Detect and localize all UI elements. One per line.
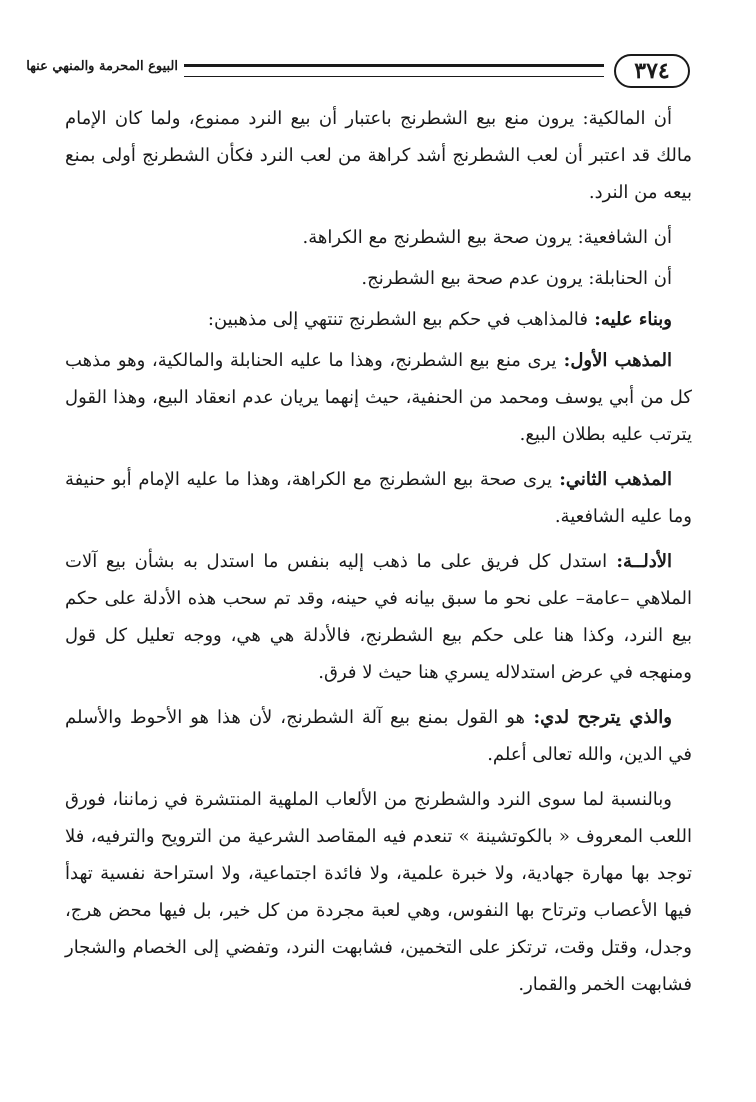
paragraph-text: أن الشافعية: يرون صحة بيع الشطرنج مع الكراهة.	[302, 227, 672, 248]
paragraph-lead: المذهب الثاني:	[552, 469, 672, 490]
page-header	[26, 48, 690, 96]
paragraph-first-view	[65, 342, 692, 453]
paragraph-lead: وبناء عليه:	[587, 309, 672, 330]
paragraph-text: أن الحنابلة: يرون عدم صحة بيع الشطرنج.	[361, 268, 672, 289]
paragraph-conclusion	[65, 301, 692, 338]
paragraph-evidence	[65, 543, 692, 691]
paragraph-lead: الأدلــة:	[607, 551, 673, 572]
paragraph-text: فالمذاهب في حكم بيع الشطرنج تنتهي إلى مذهبين:	[207, 309, 588, 330]
paragraph-text: أن المالكية: يرون منع بيع الشطرنج باعتبار أن بيع النرد ممنوع، ولما كان الإمام مالك قد اعتبر أن لعب الشطرنج أشد كراهة من لعب النرد فكأن الشطرنج أولى بمنع بيعه من النرد.	[65, 108, 692, 203]
paragraph-text: هو القول بمنع بيع آلة الشطرنج، لأن هذا هو الأحوط والأسلم في الدين، والله تعالى أعلم.	[65, 707, 692, 765]
paragraph-malikiyya	[65, 100, 692, 211]
paragraph-other-games	[65, 781, 692, 1003]
paragraph-second-view	[65, 461, 692, 535]
paragraph-preferred-view	[65, 699, 692, 773]
paragraph-text: وبالنسبة لما سوى النرد والشطرنج من الألعاب الملهية المنتشرة في زماننا، فورق اللعب المعروف « بالكوتشينة » تنعدم فيه المقاصد الشرعية من الترويح والترفيه، فلا توجد بها مهارة جهادية، ولا خبرة علمية، ولا فائدة اجتماعية، ولا استراحة نفسية تهدأ فيها الأعصاب وترتاح بها النفوس، وهي لعبة مجردة من كل خير، بل فيها محض هرج، وجدل، وقتل وقت، ترتكز على التخمين، فشابهت النرد، وتفضي إلى الخصام والشجار فشابهت الخمر والقمار.	[65, 789, 692, 995]
body-text	[65, 100, 692, 1011]
paragraph-text: يرى منع بيع الشطرنج، وهذا ما عليه الحنابلة والمالكية، وهو مذهب كل من أبي يوسف ومحمد من الحنفية، حيث إنهما يريان عدم انعقاد البيع، وهذا القول يترتب عليه بطلان البيع.	[65, 350, 692, 445]
page-number: ٣٧٤	[614, 54, 690, 88]
paragraph-shafiiyya	[65, 219, 692, 256]
paragraph-hanabila	[65, 260, 692, 297]
header-rule	[184, 64, 604, 77]
paragraph-lead: المذهب الأول:	[556, 350, 672, 371]
running-title: البيوع المحرمة والمنهي عنها	[26, 59, 178, 74]
paragraph-text: استدل كل فريق على ما ذهب إليه بنفس ما استدل به بشأن بيع آلات الملاهي –عامة– على نحو ما سبق بيانه في حينه، وقد تم سحب هذه الأدلة على حكم بيع النرد، وكذا هنا على حكم بيع الشطرنج، فالأدلة هي هي، ووجه تعليل كل قول ومنهجه في عرض استدلاله يسري هنا حيث لا فرق.	[65, 551, 692, 683]
paragraph-lead: والذي يترجح لدي:	[525, 707, 672, 728]
paragraph-text: يرى صحة بيع الشطرنج مع الكراهة، وهذا ما عليه الإمام أبو حنيفة وما عليه الشافعية.	[65, 469, 692, 527]
